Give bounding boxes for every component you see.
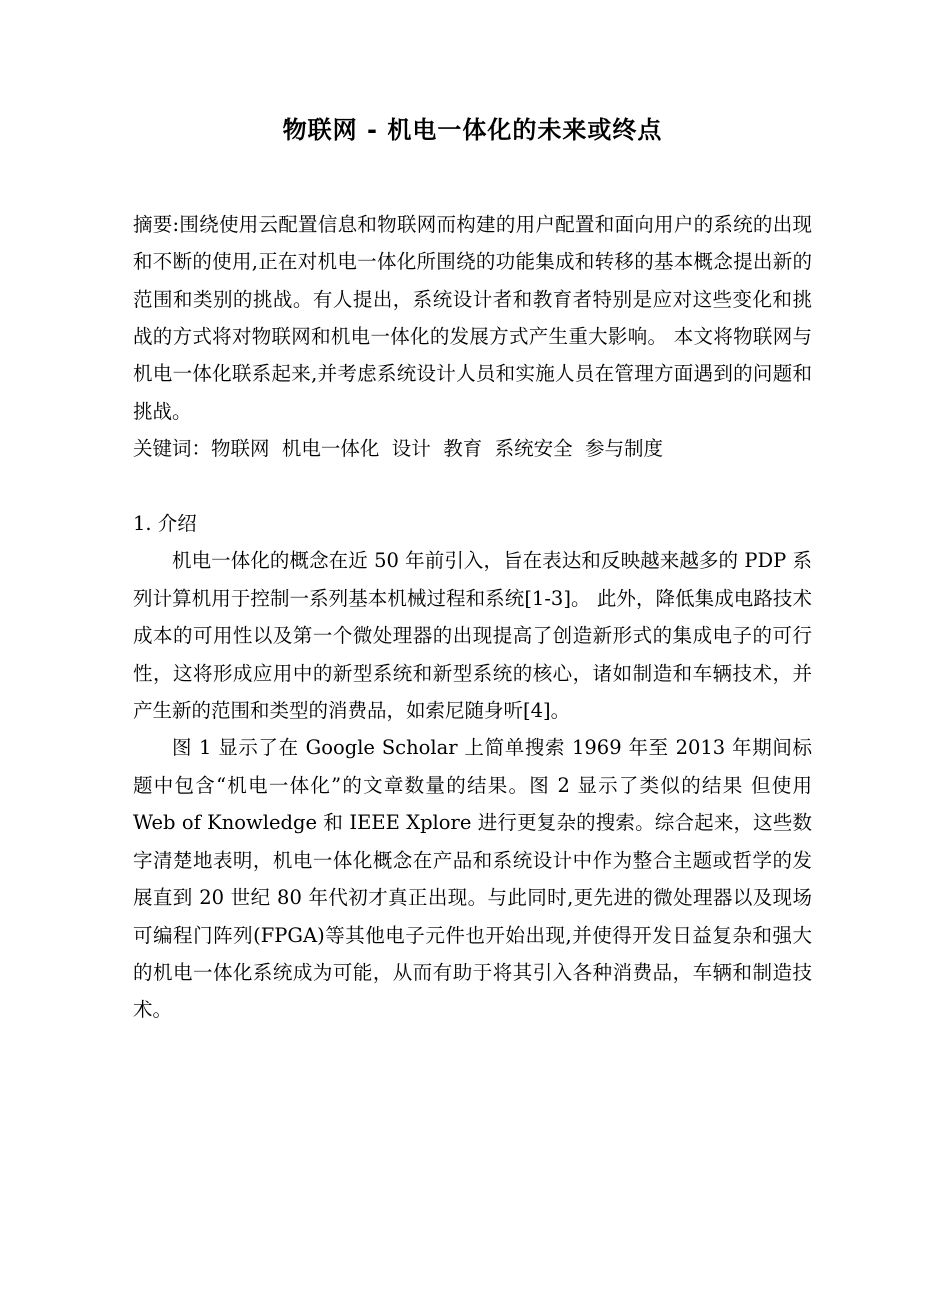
- abstract-paragraph: [133, 206, 812, 430]
- intro-paragraph-1: 机电一体化的概念在近 50 年前引入，旨在表达和反映越来越多的 PDP 系列计算机用于控制一系列基本机械过程和系统[1-3]。 此外，降低集成电路技术成本的可用性以及第一个微处理器的出现提高了创造新形式的集成电子的可行性，这将形成应用中的新型系统和新型系统的核心，诸如制造和车辆技术，并产生新的范围和类型的消费品，如索尼随身听[4]。: [133, 549, 812, 723]
- abstract-text: 围绕使用云配置信息和物联网而构建的用户配置和面向用户的系统的出现和不断的使用,正在对机电一体化所围绕的功能集成和转移的基本概念提出新的范围和类别的挑战。有人提出，系统设计者和教育者特别是应对这些变化和挑战的方式将对物联网和机电一体化的发展方式产生重大影响。 本文将物联网与机电一体化联系起来,并考虑系统设计人员和实施人员在管理方面遇到的问题和挑战。: [133, 212, 812, 423]
- keywords-line: [133, 430, 812, 467]
- keywords-label: 关键词：: [133, 437, 212, 461]
- paper-title: 物联网 - 机电一体化的未来或终点: [282, 116, 663, 144]
- intro-paragraph-2: 图 1 显示了在 Google Scholar 上简单搜索 1969 年至 2013 年期间标题中包含“机电一体化”的文章数量的结果。图 2 显示了类似的结果 但使用 Web of Knowledge 和 IEEE Xplore 进行更复杂的搜索。综合起来，这些数字清楚地表明，机电一体化概念在产品和系统设计中作为整合主题或哲学的发展直到 20 世纪 80 年代初才真正出现。与此同时,更先进的微处理器以及现场可编程门阵列(FPGA)等其他电子元件也开始出现,并使得开发日益复杂和强大的机电一体化系统成为可能，从而有助于将其引入各种消费品，车辆和制造技术。: [133, 736, 812, 1022]
- keywords-text: 物联网 机电一体化 设计 教育 系统安全 参与制度: [211, 437, 664, 461]
- abstract-label: 摘要:: [133, 212, 180, 236]
- section-heading-introduction: 1. 介绍: [133, 512, 197, 536]
